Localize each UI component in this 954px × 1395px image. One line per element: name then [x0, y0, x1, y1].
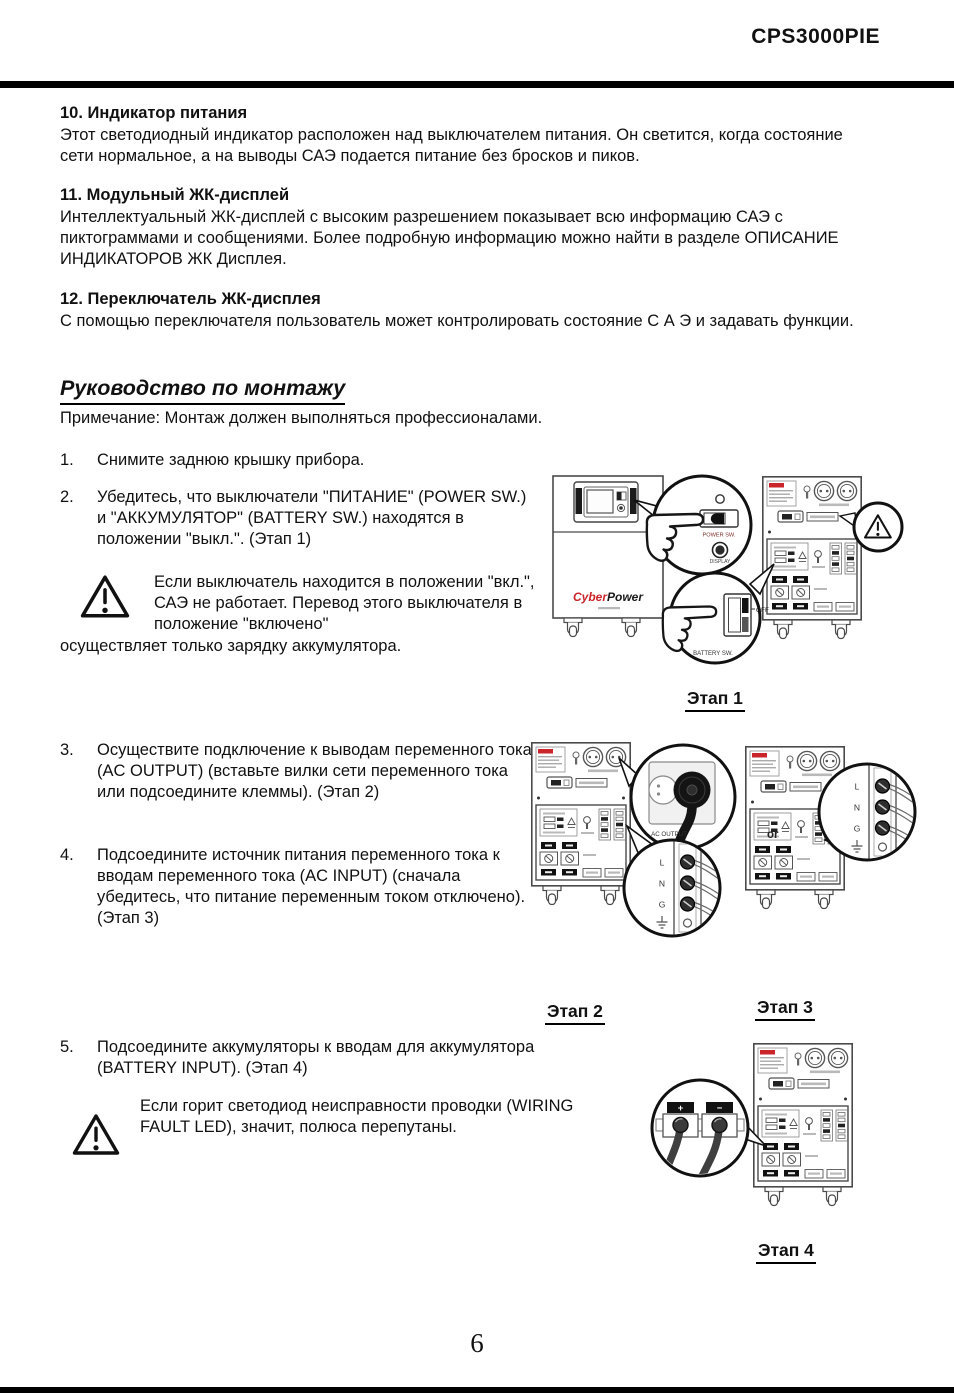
guide-title: Руководство по монтажу	[60, 376, 345, 405]
step-2-text: Убедитесь, что выключатели "ПИТАНИЕ" (POWER SW.) и "АККУМУЛЯТОР" (BATTERY SW.) находятся в положении "выкл.". (Этап 1)	[97, 488, 527, 548]
section-10-body: Этот светодиодный индикатор расположен над выключателем питания. Он светится, когда состояние сети нормальное, а на выводы САЭ подается питание без бросков и пиков.	[60, 126, 843, 165]
warning-callout	[854, 503, 902, 551]
section-10-heading: 10. Индикатор питания	[60, 104, 248, 122]
page-number: 6	[470, 1328, 484, 1358]
diagram-step-4	[640, 1038, 910, 1235]
diagram-step-2-3	[525, 740, 925, 940]
caster-wheel	[564, 618, 582, 637]
warning-1-text-tail: осуществляет только зарядку аккумулятора.	[60, 637, 402, 655]
step-3-number: 3.	[60, 741, 74, 759]
step-5-number: 5.	[60, 1038, 74, 1056]
caption-step-4: Этап 4	[756, 1240, 816, 1264]
lcd-module	[574, 482, 638, 522]
ups-front-view	[553, 476, 663, 637]
step-4-text: Подсоедините источник питания переменного тока к вводам переменного тока (AC INPUT) (сначала убедитесь, что питание переменным током отключено). (Этап 3)	[97, 846, 526, 927]
step-2-number: 2.	[60, 488, 74, 506]
brand-logo: CyberPower	[572, 590, 644, 604]
caption-step-3: Этап 3	[755, 997, 815, 1021]
warning-icon	[72, 1113, 120, 1157]
lcd-screen	[587, 490, 613, 513]
or-label: or	[767, 829, 779, 841]
diagram-step-1	[548, 458, 910, 690]
step-3-text: Осуществите подключение к выводам переменного тока (AC OUTPUT) (вставьте вилки сети переменного тока или подсоедините клеммы). (Этап 2)	[97, 741, 532, 801]
battery-switch-rocker	[729, 598, 741, 632]
ac-output-callout	[631, 745, 735, 849]
caption-step-1: Этап 1	[685, 688, 745, 712]
section-11-heading: 11. Модульный ЖК-дисплей	[60, 186, 290, 204]
step-5-text: Подсоедините аккумуляторы к вводам для аккумулятора (BATTERY INPUT). (Этап 4)	[97, 1038, 535, 1077]
ups-rear-panel	[532, 743, 630, 905]
section-12-heading: 12. Переключатель ЖК-дисплея	[60, 290, 321, 308]
section-12-body: С помощью переключателя пользователь может контролировать состояние С А Э и задавать функции.	[60, 312, 854, 330]
guide-note: Примечание: Монтаж должен выполняться профессионалами.	[60, 409, 543, 427]
step-1-text: Снимите заднюю крышку прибора.	[97, 451, 365, 469]
battery-switch-label: BATTERY SW.	[693, 651, 733, 657]
header-rule	[0, 81, 954, 88]
warning-icon	[80, 574, 130, 620]
caption-step-2: Этап 2	[545, 1001, 605, 1025]
ups-rear-panel	[763, 477, 861, 639]
power-switch-label: POWER SW.	[702, 532, 736, 539]
warning-1-text: Если выключатель находится в положении "вкл.", САЭ не работает. Перевод этого выключателя в положение "включено"	[154, 573, 535, 633]
terminal-callout	[819, 764, 923, 860]
power-led-icon	[716, 495, 724, 503]
section-11-body: Интеллектуальный ЖК-дисплей с высоким разрешением показывает всю информацию САЭ с пиктограммами и сообщениями. Более подробную информацию можно найти в разделе ОПИСАНИЕ ИНДИКАТОРОВ ЖК Дисплея.	[60, 208, 839, 268]
caster-wheel	[622, 618, 640, 637]
step-1-number: 1.	[60, 451, 74, 469]
off-label: OFF	[756, 607, 769, 614]
battery-terminal-callout	[652, 1080, 748, 1180]
ac-output-label: AC OUTPUT	[651, 831, 687, 838]
ups-rear-panel	[754, 1044, 852, 1206]
ac-socket	[649, 776, 677, 804]
footer-rule	[0, 1387, 954, 1393]
terminal-callout	[624, 840, 728, 936]
display-button-label: DISPLAY	[709, 559, 731, 565]
step-4-number: 4.	[60, 846, 74, 864]
page-title: CPS3000PIE	[751, 25, 880, 48]
warning-2-text: Если горит светодиод неисправности проводки (WIRING FAULT LED), значит, полюса перепутаны.	[140, 1097, 574, 1136]
